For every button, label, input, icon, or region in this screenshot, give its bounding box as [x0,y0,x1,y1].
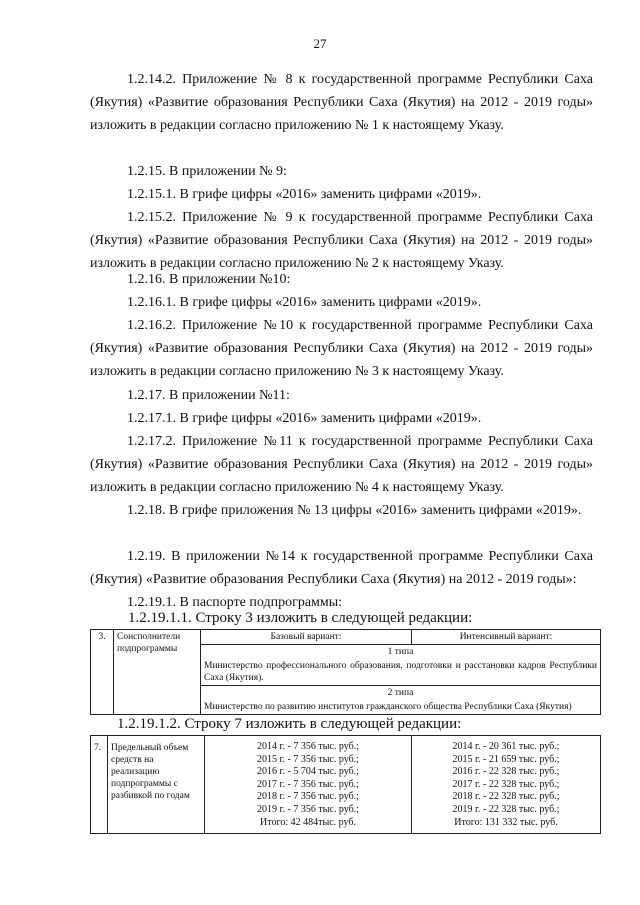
paragraph-1-2-16-1: 1.2.16.1. В грифе цифры «2016» заменить цифрами «2019». [127,295,482,310]
type-2-label: 2 типа [201,686,601,701]
row-number-cell: 7. [91,736,108,834]
table-row [91,736,601,834]
col-base-header: Базовый вариант: [201,630,412,645]
type-1-label: 1 типа [201,645,601,660]
intensive-amount-total: Итого: 131 332 тыс. руб. [454,816,558,828]
base-amount-2019: 2019 г. - 7 356 тыс. руб.; [257,803,359,815]
row-label-cell: Соисполнители подпрограммы [114,630,201,715]
paragraph-1-2-15-2: 1.2.15.2. Приложение № 9 к государственной программе Республики Саха (Якутия) «Развитие образования Республики Саха (Якутия) на 2012 - 2019 годы» изложить в редакции согласно приложению № 2 к настоящему Указу. [90,210,593,271]
paragraph-1-2-18: 1.2.18. В грифе приложения № 13 цифры «2016» заменить цифрами «2019». [127,503,582,518]
base-amount-2018: 2018 г. - 7 356 тыс. руб.; [257,791,359,803]
col-intensive-header: Интенсивный вариант: [412,630,601,645]
table-row-3 [90,629,601,715]
paragraph-1-2-17: 1.2.17. В приложении №11: [127,388,290,403]
intensive-amounts-cell [412,736,601,834]
type-2-text: Министерство по развитию институтов гражданского общества Республики Саха (Якутия) [201,700,601,715]
base-amount-2016: 2016 г. - 5 704 тыс. руб.; [257,766,359,778]
type-1-text: Министерство профессионального образования, подготовки и расстановки кадров Республики Саха (Якутия). [201,659,601,686]
paragraph-1-2-17-2: 1.2.17.2. Приложение №11 к государственной программе Республики Саха (Якутия) «Развитие образования Республики Саха (Якутия) на 2012 - 2019 годы» изложить в редакции согласно приложению № 4 к настоящему Указу. [90,434,593,495]
base-amount-2014: 2014 г. - 7 356 тыс. руб.; [257,741,359,752]
paragraph-1-2-15-1: 1.2.15.1. В грифе цифры «2016» заменить цифрами «2019». [127,187,482,202]
paragraph-1-2-16-2: 1.2.16.2. Приложение №10 к государственной программе Республики Саха (Якутия) «Развитие образования Республики Саха (Якутия) на 2012 - 2019 годы» изложить в редакции согласно приложению № 3 к настоящему Указу. [90,318,593,379]
paragraph-1-2-16: 1.2.16. В приложении №10: [127,272,291,287]
intensive-amount-2015: 2015 г. - 21 659 тыс. руб.; [452,753,560,765]
base-amounts-cell [205,736,412,834]
paragraph-1-2-19-1: 1.2.19.1. В паспорте подпрограммы: [127,595,343,610]
base-amount-2017: 2017 г. - 7 356 тыс. руб.; [257,778,359,790]
intensive-amount-2019: 2019 г. - 22 328 тыс. руб.; [452,803,560,815]
heading-row-7: 1.2.19.1.2. Строку 7 изложить в следующей редакции: [117,716,462,732]
intensive-amount-2014: 2014 г. - 20 361 тыс. руб.; [452,741,560,752]
intensive-amount-2016: 2016 г. - 22 328 тыс. руб.; [452,766,560,778]
heading-row-3: 1.2.19.1.1. Строку 3 изложить в следующей редакции: [128,610,473,626]
row-label-cell: Предельный объем средств на реализацию подпрограммы с разбивкой по годам [108,736,205,834]
intensive-amount-2017: 2017 г. - 22 328 тыс. руб.; [452,778,560,790]
paragraph-1-2-19: 1.2.19. В приложении №14 к государственной программе Республики Саха (Якутия) «Развитие образования Республики Саха (Якутия) на 2012 - 2019 годы»: [90,549,593,587]
paragraph-1-2-14-2: 1.2.14.2. Приложение № 8 к государственной программе Республики Саха (Якутия) «Развитие образования Республики Саха (Якутия) на 2012 - 2019 годы» изложить в редакции согласно приложению № 1 к настоящему Указу. [90,72,593,133]
paragraph-1-2-17-1: 1.2.17.1. В грифе цифры «2016» заменить цифрами «2019». [127,411,482,426]
intensive-amount-2018: 2018 г. - 22 328 тыс. руб.; [452,791,560,803]
table-row-7 [90,735,601,834]
table-row [91,630,601,645]
paragraph-1-2-15: 1.2.15. В приложении № 9: [127,164,287,179]
base-amount-2015: 2015 г. - 7 356 тыс. руб.; [257,753,359,765]
page-number: 27 [313,36,327,51]
row-number-cell: 3. [91,630,114,715]
base-amount-total: Итого: 42 484тыс. руб. [260,816,356,828]
